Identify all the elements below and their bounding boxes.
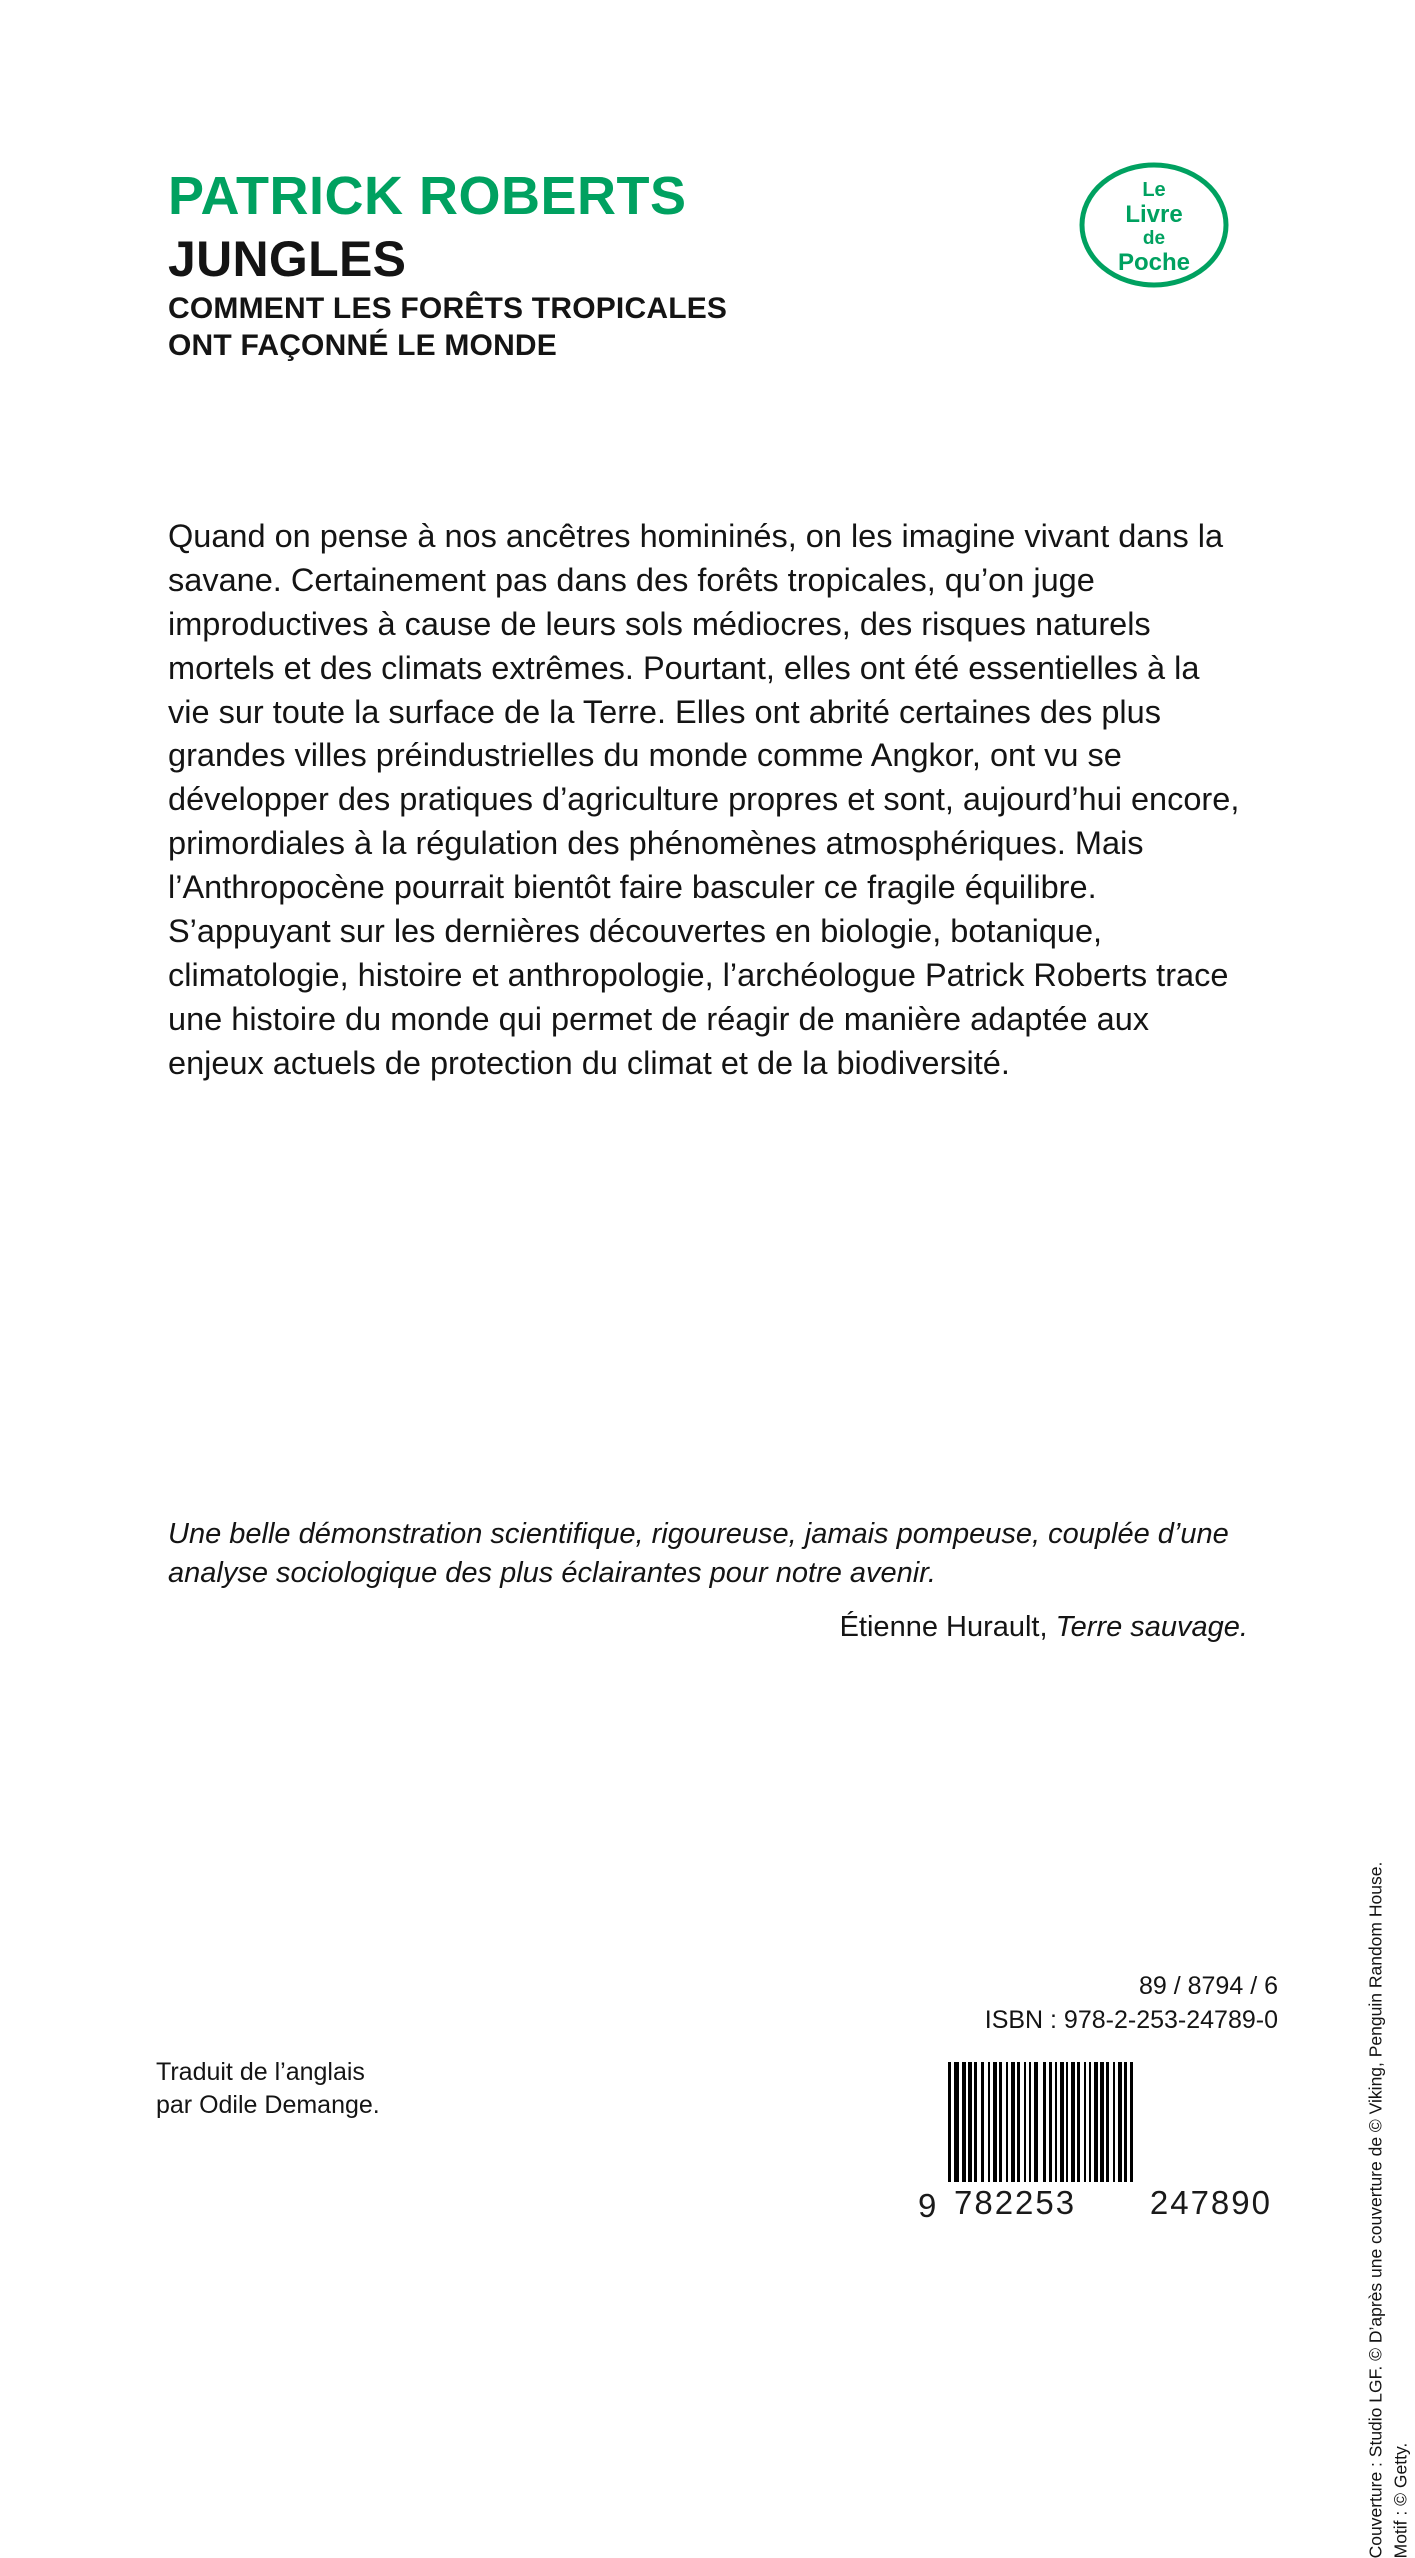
- press-quote-attribution: [168, 1608, 1248, 1647]
- press-quote-author: Étienne Hurault,: [839, 1610, 1056, 1643]
- logo-line-2: Livre: [1125, 201, 1183, 228]
- barcode-group-2: 247890: [1149, 2184, 1272, 2221]
- press-quote-source: Terre sauvage.: [1055, 1610, 1248, 1643]
- publisher-logo: [1078, 160, 1230, 290]
- press-quote: [168, 1515, 1248, 1647]
- publisher-codes: [985, 1970, 1278, 2038]
- logo-line-4: Poche: [1117, 249, 1191, 276]
- blurb-paragraph-1: Quand on pense à nos ancêtres homininés, on les imagine vivant dans la savane. Certainement pas dans des forêts tropicales, qu’on juge improductives à cause de leurs sols médiocres, des risques naturels mortels et des climats extrêmes. Pourtant, elles ont été essentielles à la vie sur toute la surface de la Terre. Elles ont abrité certaines des plus grandes villes préindustrielles du monde comme Angkor, ont vu se développer des pratiques d’agriculture propres et sont, aujourd’hui encore, primordiales à la régulation des phénomènes atmosphériques. Mais l’Anthropocène pourrait bientôt faire basculer ce fragile équilibre.: [168, 518, 1240, 905]
- blurb-text: [168, 515, 1243, 1085]
- barcode-digits: [918, 2184, 1278, 2224]
- barcode-bars: [948, 2062, 1278, 2182]
- logo-line-1: Le: [1142, 179, 1166, 201]
- barcode-lead-digit: 9: [918, 2187, 939, 2224]
- book-subtitle-line-2: ONT FAÇONNÉ LE MONDE: [168, 328, 558, 362]
- translator-note-line-1: Traduit de l’anglais: [156, 2058, 365, 2086]
- barcode: [918, 2062, 1278, 2227]
- translator-note: [156, 2056, 380, 2121]
- internal-code: 89 / 8794 / 6: [1138, 1972, 1278, 2000]
- author-name: PATRICK ROBERTS: [168, 166, 687, 226]
- book-subtitle-line-1: COMMENT LES FORÊTS TROPICALES: [168, 292, 728, 326]
- translator-note-line-2: par Odile Demange.: [156, 2090, 380, 2119]
- isbn-code: ISBN : 978-2-253-24789-0: [984, 2005, 1278, 2034]
- logo-line-3: de: [1142, 228, 1166, 249]
- book-title: JUNGLES: [168, 230, 407, 287]
- press-quote-text: Une belle démonstration scientifique, rigoureuse, jamais pompeuse, couplée d’une analyse sociologique des plus éclairantes pour notre avenir.: [168, 1518, 1229, 1590]
- cover-credit-line-1: Couverture : Studio LGF. © D’après une couverture de © Viking, Penguin Random House.: [1366, 1861, 1386, 2558]
- cover-credit-line-2: Motif : © Getty.: [1391, 2442, 1412, 2558]
- barcode-group-1: 782253: [954, 2184, 1077, 2221]
- blurb-paragraph-2: S’appuyant sur les dernières découvertes en biologie, botanique, climatologie, histoire et anthropologie, l’archéologue Patrick Roberts trace une histoire du monde qui permet de réagir de manière adaptée aux enjeux actuels de protection du climat et de la biodiversité.: [168, 912, 1229, 1081]
- cover-header: [168, 168, 1008, 364]
- cover-credit: [1364, 1862, 1415, 2558]
- book-subtitle: [168, 291, 1008, 364]
